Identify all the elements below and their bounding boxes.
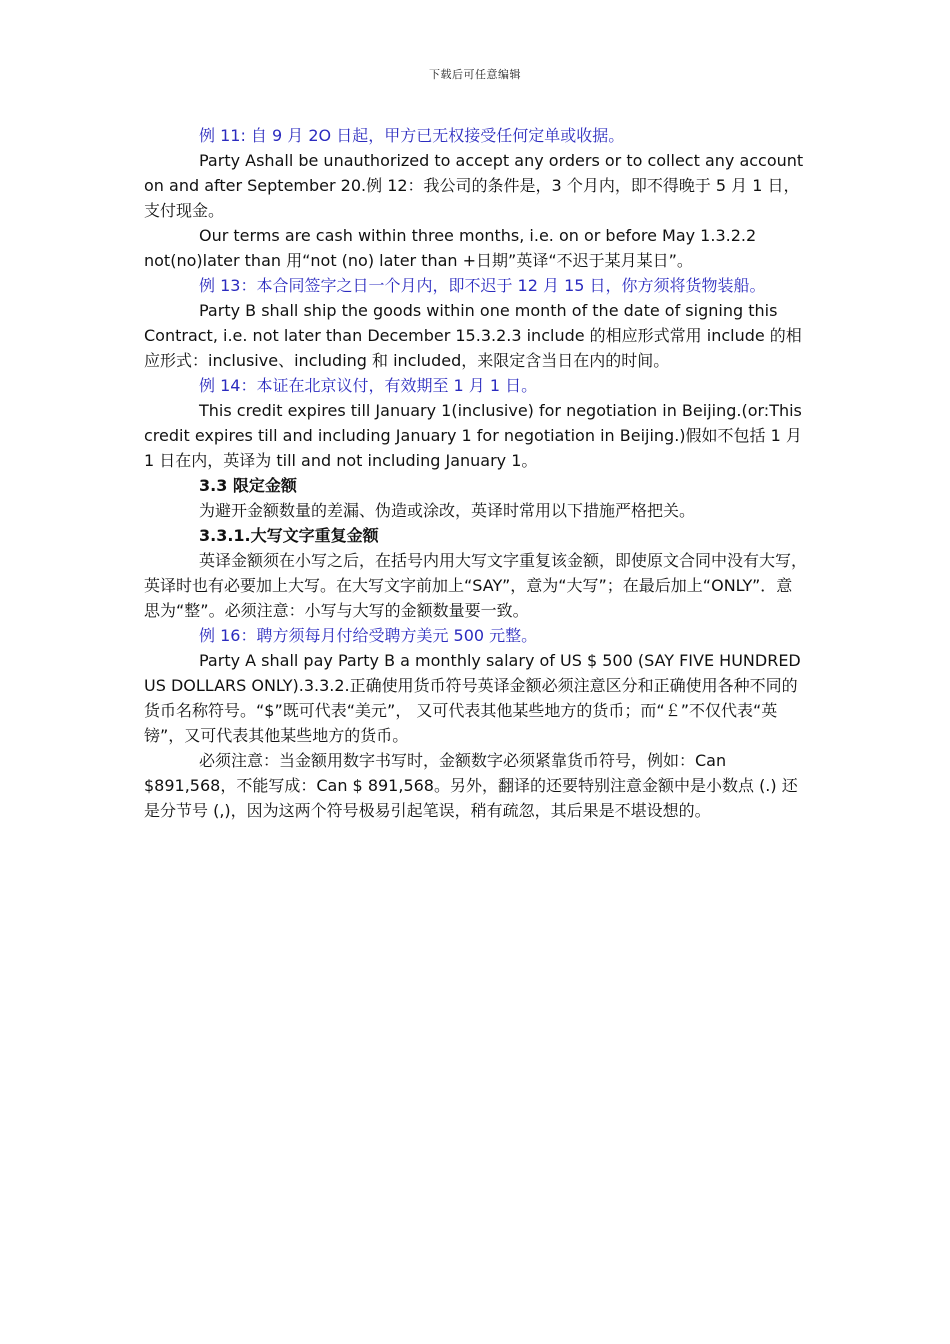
paragraph-avoid-errors: 为避开金额数量的差漏、伪造或涂改，英译时常用以下措施严格把关。 bbox=[199, 501, 696, 520]
paragraph-party-a: Party Ashall be unauthorized to accept any orders or to collect any account on and after September 20.例 12：我公司的条件是，3 个月内，即不得晚于 5 月 1 日，支付现金。 bbox=[144, 151, 804, 220]
paragraph-amount-rules: 英译金额须在小写之后，在括号内用大写文字重复该金额，即使原文合同中没有大写，英译时也有必要加上大写。在大写文字前加上“SAY”，意为“大写”；在最后加上“ONLY”．意思为“整”。必须注意：小写与大写的金额数量要一致。 bbox=[144, 551, 808, 620]
page-header: 下载后可任意编辑 bbox=[429, 68, 521, 81]
example-16: 例 16：聘方须每月付给受聘方美元 500 元整。 bbox=[199, 626, 538, 645]
section-heading-3-3-1: 3.3.1.大写文字重复金额 bbox=[199, 526, 379, 545]
document-body bbox=[144, 123, 808, 823]
example-13: 例 13：本合同签字之日一个月内，即不迟于 12 月 15 日，你方须将货物装船。 bbox=[199, 276, 766, 295]
example-14: 例 14：本证在北京议付，有效期至 1 月 1 日。 bbox=[199, 376, 538, 395]
paragraph-credit-expires: This credit expires till January 1(inclusive) for negotiation in Beijing.(or:This credit expires till and including January 1 for negotiation in Beijing.)假如不包括 1 月 1 日在内，英译为 till and not including January 1。 bbox=[144, 401, 802, 470]
example-11: 例 11: 自 9 月 2O 日起，甲方已无权接受任何定单或收据。 bbox=[199, 126, 625, 145]
paragraph-currency-notes: 必须注意：当金额用数字书写时，金额数字必须紧靠货币符号，例如：Can $891,568，不能写成：Can $ 891,568。另外，翻译的还要特别注意金额中是小数点 (.) 还是分节号 (,)，因为这两个符号极易引起笔误，稍有疏忽，其后果是不堪设想的。 bbox=[144, 751, 798, 820]
section-heading-3-3: 3.3 限定金额 bbox=[199, 476, 297, 495]
paragraph-monthly-salary: Party A shall pay Party B a monthly salary of US $ 500 (SAY FIVE HUNDRED US DOLLARS ONLY).3.3.2.正确使用货币符号英译金额必须注意区分和正确使用各种不同的货币名称符号。“$”既可代表“美元”， 又可代表其他某些地方的货币；而“￡”不仅代表“英镑”，又可代表其他某些地方的货币。 bbox=[144, 651, 801, 745]
paragraph-our-terms: Our terms are cash within three months, i.e. on or before May 1.3.2.2 not(no)later than 用“not (no) later than +日期”英译“不迟于某月某日”。 bbox=[144, 226, 757, 270]
paragraph-party-b: Party B shall ship the goods within one month of the date of signing this Contract, i.e. not later than December 15.3.2.3 include 的相应形式常用 include 的相应形式：inclusive、including 和 included，来限定含当日在内的时间。 bbox=[144, 301, 802, 370]
